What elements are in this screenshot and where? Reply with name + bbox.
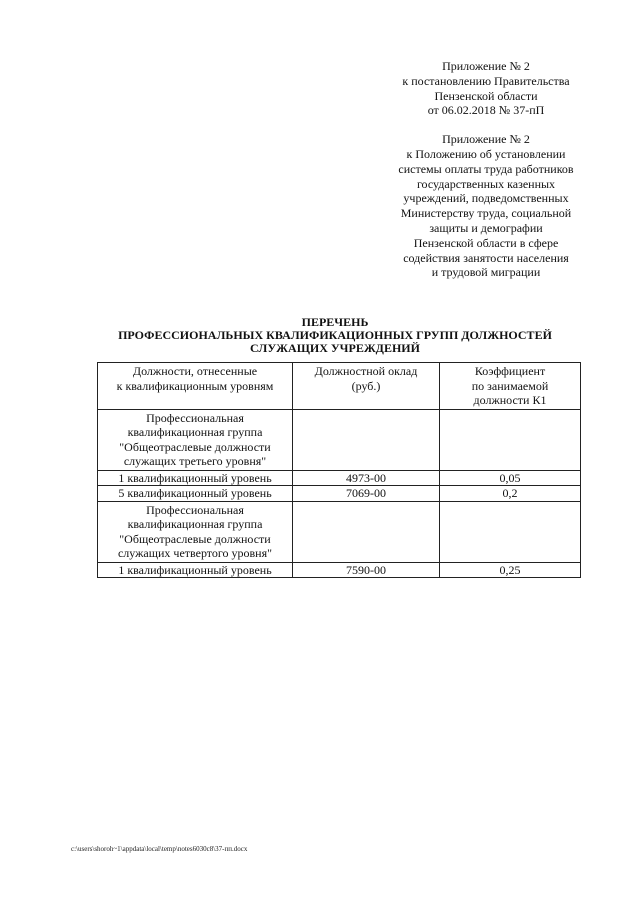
level-cell: 1 квалификационный уровень	[98, 562, 293, 578]
salary-cell: 7590-00	[293, 562, 440, 578]
appendix-regulation-ref	[380, 132, 592, 280]
qualification-groups-table	[97, 362, 581, 578]
text-line: учреждений, подведомственных	[403, 191, 569, 206]
group-title: Профессиональная квалификационная группа "Общеотраслевые должности служащих третьего уровня"	[98, 409, 293, 470]
level-cell: 1 квалификационный уровень	[98, 470, 293, 486]
appendix-resolution-ref	[380, 59, 592, 118]
text-line: Пензенской области в сфере	[413, 235, 559, 250]
header-coefficient: Коэффициент по занимаемой должности К1	[440, 363, 581, 410]
coefficient-cell: 0,05	[440, 470, 581, 486]
text-line: системы оплаты труда работников	[398, 161, 574, 176]
table-row	[98, 470, 581, 486]
table-header-row	[98, 363, 581, 410]
empty-cell	[440, 409, 581, 470]
text-line: Приложение № 2	[442, 59, 530, 73]
text-line: и трудовой миграции	[431, 265, 541, 280]
text-line: Министерству труда, социальной	[400, 206, 572, 221]
text-line: Приложение № 2	[442, 132, 530, 147]
appendix-block	[380, 59, 592, 280]
salary-cell: 7069-00	[293, 486, 440, 502]
header-salary: Должностной оклад (руб.)	[293, 363, 440, 410]
title-line: ПРОФЕССИОНАЛЬНЫХ КВАЛИФИКАЦИОННЫХ ГРУПП ДОЛЖНОСТЕЙ	[118, 328, 552, 342]
empty-cell	[293, 409, 440, 470]
text-line: Пензенской области	[434, 88, 538, 103]
empty-cell	[293, 501, 440, 562]
text-line: защиты и демографии	[429, 220, 543, 235]
table-group-row	[98, 501, 581, 562]
text-line: к Положению об установлении	[406, 146, 566, 161]
group-title: Профессиональная квалификационная группа "Общеотраслевые должности служащих четвертого уровня"	[98, 501, 293, 562]
table-row	[98, 486, 581, 502]
coefficient-cell: 0,25	[440, 562, 581, 578]
file-path-footer: c:\users\shoroh~1\appdata\local\temp\notes6030c8\37-пп.docx	[71, 845, 248, 853]
header-positions: Должности, отнесенные к квалификационным уровням	[98, 363, 293, 410]
document-title	[70, 316, 600, 355]
text-line: от 06.02.2018 № 37-пП	[427, 103, 545, 118]
empty-cell	[440, 501, 581, 562]
salary-cell: 4973-00	[293, 470, 440, 486]
table-group-row	[98, 409, 581, 470]
title-line: СЛУЖАЩИХ УЧРЕЖДЕНИЙ	[250, 341, 420, 355]
level-cell: 5 квалификационный уровень	[98, 486, 293, 502]
table-row	[98, 562, 581, 578]
title-line: ПЕРЕЧЕНЬ	[301, 315, 369, 329]
text-line: к постановлению Правительства	[402, 73, 570, 88]
text-line: содействия занятости населения	[403, 250, 569, 265]
text-line: государственных казенных	[416, 176, 556, 191]
coefficient-cell: 0,2	[440, 486, 581, 502]
